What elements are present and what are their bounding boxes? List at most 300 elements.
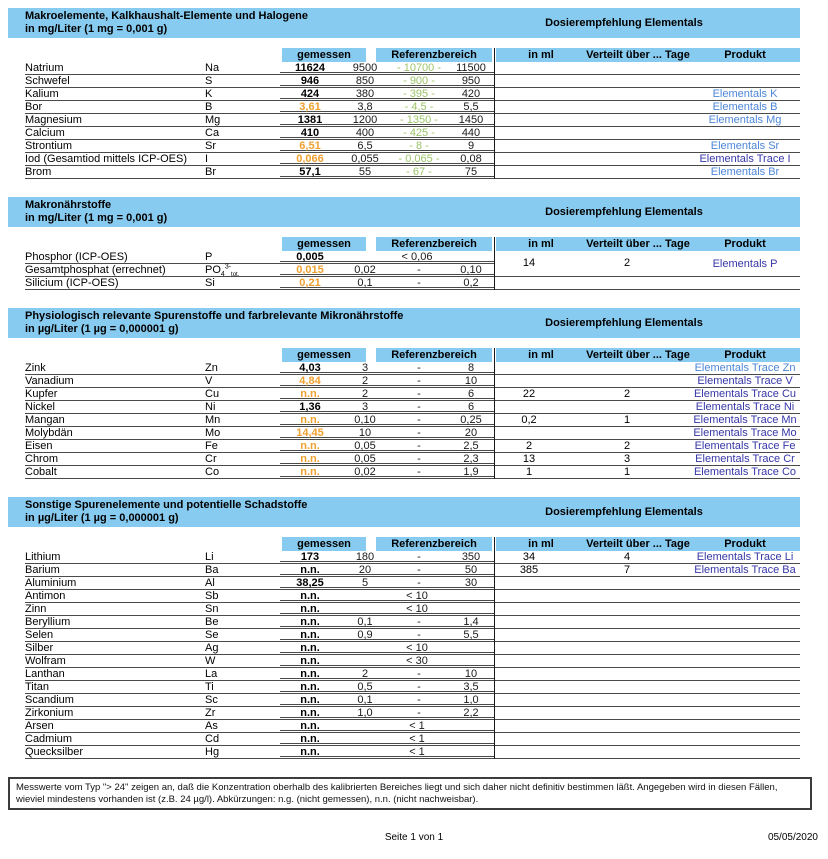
product-link[interactable]: Elementals Trace Ni <box>695 401 795 413</box>
column-header-product: Produkt <box>724 238 766 250</box>
reference-separator: - <box>390 264 448 277</box>
reference-min: 180 <box>340 551 390 564</box>
table-row <box>25 733 800 746</box>
table-row <box>25 277 800 290</box>
reference-optimal: - 67 - <box>390 166 448 179</box>
column-header-measured: gemessen <box>282 348 366 362</box>
element-symbol: La <box>205 668 280 681</box>
dose-ml <box>494 655 564 668</box>
dose-days <box>564 62 690 75</box>
measured-value: 0,21 <box>280 277 340 290</box>
reference-max: 440 <box>448 127 494 140</box>
dose-ml: 13 <box>494 453 564 466</box>
element-symbol: Ni <box>205 401 280 414</box>
product-link[interactable]: Elementals B <box>712 101 778 113</box>
reference-separator: - <box>390 681 448 694</box>
element-name: Eisen <box>25 440 205 453</box>
element-symbol: Zn <box>205 362 280 375</box>
measured-value: n.n. <box>280 388 340 401</box>
table-row <box>25 75 800 88</box>
reference-max: 30 <box>448 577 494 590</box>
element-name: Magnesium <box>25 114 205 127</box>
table-row <box>25 642 800 655</box>
dose-product <box>690 140 800 153</box>
dose-product <box>690 257 800 270</box>
section-header-bar <box>8 497 800 527</box>
dose-product <box>690 62 800 75</box>
measured-value: n.n. <box>280 616 340 629</box>
reference-optimal: - 1350 - <box>390 114 448 127</box>
reference-max: 0,2 <box>448 277 494 290</box>
element-name: Mangan <box>25 414 205 427</box>
column-header-inml: in ml <box>528 238 554 250</box>
dose-days <box>564 720 690 733</box>
product-link[interactable]: Elementals Trace Fe <box>694 440 796 452</box>
dose-ml <box>494 362 564 375</box>
dose-ml <box>494 375 564 388</box>
reference-separator: - <box>390 707 448 720</box>
column-header-inml: in ml <box>528 538 554 550</box>
dose-product <box>690 616 800 629</box>
table-row <box>25 577 800 590</box>
reference-min: 850 <box>340 75 390 88</box>
element-name: Antimon <box>25 590 205 603</box>
dose-product <box>690 603 800 616</box>
dose-ml <box>494 101 564 114</box>
reference-separator: - <box>390 577 448 590</box>
reference-min: 0,5 <box>340 681 390 694</box>
column-header-reference: Referenzbereich <box>376 237 492 251</box>
table-row <box>25 388 800 401</box>
table-rows <box>25 551 800 759</box>
dose-product <box>690 166 800 179</box>
reference-limit: < 10 <box>340 642 494 655</box>
dose-days <box>564 590 690 603</box>
table-row <box>25 101 800 114</box>
dose-product <box>690 362 800 375</box>
section-title: Physiologisch relevante Spurenstoffe und farbrelevante Mikronährstoffe <box>25 310 404 322</box>
reference-max: 1,0 <box>448 694 494 707</box>
measured-value: n.n. <box>280 603 340 616</box>
measured-value: 0,005 <box>280 251 340 264</box>
dose-days <box>564 166 690 179</box>
element-symbol: I <box>205 153 280 166</box>
element-name: Kalium <box>25 88 205 101</box>
dose-ml: 0,2 <box>494 414 564 427</box>
measured-value: n.n. <box>280 414 340 427</box>
section-title: Makronährstoffe <box>25 199 112 211</box>
element-name: Vanadium <box>25 375 205 388</box>
dose-product <box>690 590 800 603</box>
dose-days <box>564 127 690 140</box>
table-row <box>25 362 800 375</box>
dose-ml <box>494 153 564 166</box>
reference-max: 0,08 <box>448 153 494 166</box>
product-link[interactable]: Elementals Trace Mn <box>693 414 797 426</box>
dose-days <box>564 427 690 440</box>
measured-value: 38,25 <box>280 577 340 590</box>
table-row <box>25 629 800 642</box>
product-link[interactable]: Elementals Trace Mo <box>693 427 797 439</box>
element-symbol: W <box>205 655 280 668</box>
section-header-bar <box>8 308 800 338</box>
measured-value: 3,61 <box>280 101 340 114</box>
element-name: Phosphor (ICP-OES) <box>25 251 205 264</box>
dose-product <box>690 655 800 668</box>
element-symbol: Sc <box>205 694 280 707</box>
dose-ml <box>494 114 564 127</box>
reference-optimal: - 900 - <box>390 75 448 88</box>
column-header-measured: gemessen <box>282 237 366 251</box>
dose-days <box>564 681 690 694</box>
reference-optimal: - 425 - <box>390 127 448 140</box>
section-subtitle: in µg/Liter (1 µg = 0,000001 g) <box>25 323 179 335</box>
reference-min: 5 <box>340 577 390 590</box>
dose-ml <box>494 603 564 616</box>
table-row <box>25 655 800 668</box>
dose-product <box>690 466 800 479</box>
dose-product <box>690 401 800 414</box>
section-title: Makroelemente, Kalkhaushalt-Elemente und Halogene <box>25 10 309 22</box>
dose-ml: 22 <box>494 388 564 401</box>
section-subtitle: in mg/Liter (1 mg = 0,001 g) <box>25 212 168 224</box>
reference-max: 5,5 <box>448 101 494 114</box>
reference-max: 11500 <box>448 62 494 75</box>
element-symbol: Sb <box>205 590 280 603</box>
table-divider-line <box>494 348 495 479</box>
column-header-reference: Referenzbereich <box>376 348 492 362</box>
column-header-inml: in ml <box>528 349 554 361</box>
table-row <box>25 62 800 75</box>
dose-days <box>564 603 690 616</box>
element-name: Lanthan <box>25 668 205 681</box>
dose-ml <box>494 577 564 590</box>
element-name: Iod (Gesamtiod mittels ICP-OES) <box>25 153 205 166</box>
product-link[interactable]: Elementals Mg <box>708 114 782 126</box>
element-symbol: Si <box>205 277 280 290</box>
reference-max: 2,3 <box>448 453 494 466</box>
reference-limit: < 1 <box>340 733 494 746</box>
product-link[interactable]: Elementals Trace Zn <box>694 362 796 374</box>
reference-separator: - <box>390 388 448 401</box>
reference-max: 1450 <box>448 114 494 127</box>
table-rows <box>25 251 800 290</box>
dose-days: 2 <box>623 257 631 269</box>
measured-value: n.n. <box>280 629 340 642</box>
product-link[interactable]: Elementals P <box>712 257 778 270</box>
reference-max: 2,2 <box>448 707 494 720</box>
table-row <box>25 88 800 101</box>
dose-product <box>690 707 800 720</box>
element-name: Zink <box>25 362 205 375</box>
table-row <box>25 746 800 759</box>
measured-value: 173 <box>280 551 340 564</box>
element-name: Schwefel <box>25 75 205 88</box>
reference-max: 50 <box>448 564 494 577</box>
measured-value: 946 <box>280 75 340 88</box>
element-symbol: Na <box>205 62 280 75</box>
measured-value: 1381 <box>280 114 340 127</box>
reference-min: 9500 <box>340 62 390 75</box>
dose-ml: 14 <box>522 257 536 269</box>
element-symbol: P <box>205 251 280 264</box>
measured-value: n.n. <box>280 746 340 759</box>
reference-min: 0,05 <box>340 440 390 453</box>
dosing-recommendation-header: Dosierempfehlung Elementals <box>545 206 703 218</box>
product-link[interactable]: Elementals Sr <box>710 140 780 152</box>
measured-value: n.n. <box>280 642 340 655</box>
product-link[interactable]: Elementals Br <box>710 166 780 178</box>
table-row <box>25 720 800 733</box>
dose-days <box>564 375 690 388</box>
column-header-product: Produkt <box>724 49 766 61</box>
dose-days <box>564 88 690 101</box>
page-number: Seite 1 von 1 <box>384 832 444 843</box>
reference-optimal: - 0,065 - <box>390 153 448 166</box>
element-name: Arsen <box>25 720 205 733</box>
reference-separator: - <box>390 362 448 375</box>
dose-product <box>690 746 800 759</box>
section-other-trace-elements <box>8 497 800 759</box>
element-symbol: $PO_4^{3-}_{tot.}$ <box>205 264 280 277</box>
measured-value: 1,36 <box>280 401 340 414</box>
reference-min: 1,0 <box>340 707 390 720</box>
element-symbol: Fe <box>205 440 280 453</box>
element-symbol: Ba <box>205 564 280 577</box>
section-trace-micronutrients <box>8 308 800 479</box>
element-symbol: Mn <box>205 414 280 427</box>
element-symbol: V <box>205 375 280 388</box>
element-name: Titan <box>25 681 205 694</box>
dose-product <box>690 720 800 733</box>
table-row <box>25 668 800 681</box>
dose-product <box>690 668 800 681</box>
dosing-recommendation-header: Dosierempfehlung Elementals <box>545 17 703 29</box>
table-row <box>25 375 800 388</box>
element-symbol: Cd <box>205 733 280 746</box>
element-symbol: B <box>205 101 280 114</box>
dose-product <box>690 681 800 694</box>
table-area <box>8 237 800 290</box>
reference-max: 10 <box>448 375 494 388</box>
dose-ml <box>494 694 564 707</box>
reference-min: 55 <box>340 166 390 179</box>
column-header-row <box>8 237 800 251</box>
reference-min: 3 <box>340 362 390 375</box>
reference-limit: < 30 <box>340 655 494 668</box>
reference-optimal: - 4,5 - <box>390 101 448 114</box>
table-row <box>25 551 800 564</box>
element-symbol: Be <box>205 616 280 629</box>
table-row <box>25 153 800 166</box>
table-row <box>25 440 800 453</box>
dose-days: 2 <box>564 440 690 453</box>
section-header-bar <box>8 8 800 38</box>
measured-value: 4,03 <box>280 362 340 375</box>
section-macroelements <box>8 8 800 179</box>
element-name: Cobalt <box>25 466 205 479</box>
element-symbol: Ag <box>205 642 280 655</box>
reference-max: 350 <box>448 551 494 564</box>
reference-min: 380 <box>340 88 390 101</box>
column-header-measured: gemessen <box>282 537 366 551</box>
reference-separator: - <box>390 551 448 564</box>
reference-min: 3 <box>340 401 390 414</box>
dose-ml <box>494 746 564 759</box>
dose-days <box>564 668 690 681</box>
dose-days <box>564 733 690 746</box>
product-link[interactable]: Elementals Trace Cr <box>695 453 795 465</box>
table-row <box>25 427 800 440</box>
dose-product <box>690 551 800 564</box>
reference-separator: - <box>390 414 448 427</box>
section-title: Sonstige Spurenelemente und potentielle Schadstoffe <box>25 499 308 511</box>
reference-min: 20 <box>340 564 390 577</box>
reference-separator: - <box>390 616 448 629</box>
element-name: Selen <box>25 629 205 642</box>
measured-value: n.n. <box>280 440 340 453</box>
dose-days: 1 <box>564 414 690 427</box>
column-header-row <box>8 48 800 62</box>
product-link[interactable]: Elementals Trace V <box>697 375 793 387</box>
reference-min: 2 <box>340 375 390 388</box>
measured-value: n.n. <box>280 694 340 707</box>
measured-value: n.n. <box>280 707 340 720</box>
element-name: Chrom <box>25 453 205 466</box>
dose-product <box>690 375 800 388</box>
element-symbol: Cr <box>205 453 280 466</box>
element-name: Molybdän <box>25 427 205 440</box>
element-name: Nickel <box>25 401 205 414</box>
column-header-days: Verteilt über ... Tage <box>586 538 690 550</box>
reference-min: 1200 <box>340 114 390 127</box>
dose-product <box>690 388 800 401</box>
reference-separator: - <box>390 427 448 440</box>
element-symbol: Br <box>205 166 280 179</box>
element-name: Barium <box>25 564 205 577</box>
column-header-days: Verteilt über ... Tage <box>586 49 690 61</box>
reference-limit: < 1 <box>340 746 494 759</box>
dose-product <box>690 629 800 642</box>
dose-ml <box>494 75 564 88</box>
reference-max: 0,10 <box>448 264 494 277</box>
table-row <box>25 466 800 479</box>
dose-product <box>690 114 800 127</box>
table-area <box>8 537 800 759</box>
dose-product <box>690 414 800 427</box>
column-header-days: Verteilt über ... Tage <box>586 238 690 250</box>
dose-days <box>564 642 690 655</box>
product-link[interactable]: Elementals Trace I <box>699 153 791 165</box>
dose-ml <box>494 62 564 75</box>
reference-min: 0,9 <box>340 629 390 642</box>
measured-value: n.n. <box>280 681 340 694</box>
section-header-bar <box>8 197 800 227</box>
table-rows <box>25 362 800 479</box>
dose-days <box>564 577 690 590</box>
element-symbol: Mo <box>205 427 280 440</box>
product-link[interactable]: Elementals Trace Co <box>693 466 797 478</box>
column-header-measured: gemessen <box>282 48 366 62</box>
element-name: Lithium <box>25 551 205 564</box>
column-header-dosing <box>496 48 800 62</box>
product-link[interactable]: Elementals Trace Cu <box>693 388 797 400</box>
dose-product <box>690 75 800 88</box>
element-symbol: Sr <box>205 140 280 153</box>
product-link[interactable]: Elementals K <box>712 88 778 100</box>
reference-limit: < 0,06 <box>340 251 494 264</box>
product-link[interactable]: Elementals Trace Li <box>696 551 794 563</box>
dose-product <box>690 733 800 746</box>
dose-days <box>564 401 690 414</box>
column-header-row <box>8 537 800 551</box>
reference-separator: - <box>390 466 448 479</box>
dose-product <box>690 88 800 101</box>
element-name: Brom <box>25 166 205 179</box>
dose-days <box>564 707 690 720</box>
element-symbol: S <box>205 75 280 88</box>
dose-product <box>690 277 800 290</box>
element-name: Natrium <box>25 62 205 75</box>
reference-separator: - <box>390 440 448 453</box>
element-symbol: Al <box>205 577 280 590</box>
element-symbol: Mg <box>205 114 280 127</box>
dose-ml: 385 <box>494 564 564 577</box>
product-link[interactable]: Elementals Trace Ba <box>694 564 796 576</box>
reference-max: 6 <box>448 388 494 401</box>
reference-separator: - <box>390 453 448 466</box>
reference-optimal: - 395 - <box>390 88 448 101</box>
dose-days <box>564 114 690 127</box>
table-row <box>25 114 800 127</box>
dose-ml: 34 <box>494 551 564 564</box>
reference-min: 10 <box>340 427 390 440</box>
measured-value: 57,1 <box>280 166 340 179</box>
dose-ml <box>494 88 564 101</box>
dose-days <box>564 746 690 759</box>
dose-product <box>690 577 800 590</box>
measured-value: 410 <box>280 127 340 140</box>
reference-separator: - <box>390 564 448 577</box>
reference-max: 8 <box>448 362 494 375</box>
element-symbol: Se <box>205 629 280 642</box>
dose-days: 1 <box>564 466 690 479</box>
dose-ml <box>494 277 564 290</box>
reference-separator: - <box>390 375 448 388</box>
element-name: Zinn <box>25 603 205 616</box>
element-symbol: Cu <box>205 388 280 401</box>
measured-value: n.n. <box>280 668 340 681</box>
element-symbol: Co <box>205 466 280 479</box>
dose-ml <box>494 668 564 681</box>
reference-separator: - <box>390 629 448 642</box>
element-symbol: Zr <box>205 707 280 720</box>
page-footer <box>0 832 828 845</box>
table-row <box>25 590 800 603</box>
element-name: Kupfer <box>25 388 205 401</box>
dose-ml <box>494 707 564 720</box>
dose-days: 7 <box>564 564 690 577</box>
table-row <box>25 453 800 466</box>
measured-value: n.n. <box>280 453 340 466</box>
table-row <box>25 616 800 629</box>
table-area <box>8 48 800 179</box>
measured-value: 0,066 <box>280 153 340 166</box>
reference-limit: < 10 <box>340 590 494 603</box>
section-macronutrients <box>8 197 800 290</box>
table-row <box>25 166 800 179</box>
dose-ml: 2 <box>494 440 564 453</box>
